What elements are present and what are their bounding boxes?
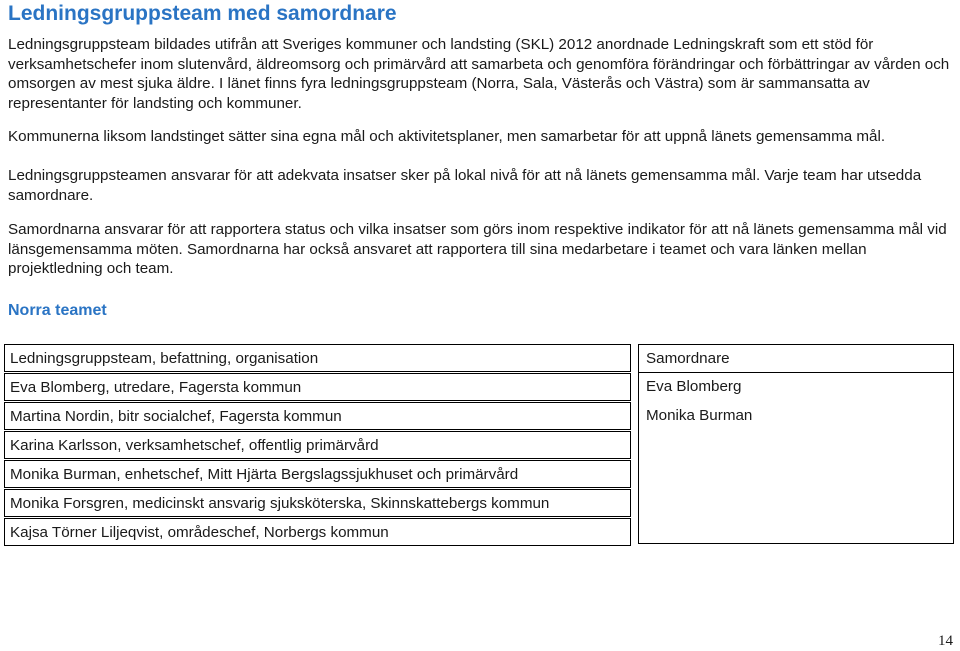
municipalities-paragraph: Kommunerna liksom landstinget sätter sina egna mål och aktivitetsplaner, men samarbetar för att uppnå länets gemensamma mål. xyxy=(8,128,886,145)
member-row: Eva Blomberg, utredare, Fagersta kommun xyxy=(4,373,631,401)
member-row: Monika Forsgren, medicinskt ansvarig sjuksköterska, Skinnskattebergs kommun xyxy=(4,489,631,517)
members-column-header: Ledningsgruppsteam, befattning, organisation xyxy=(4,344,631,372)
coordinators-column-header: Samordnare xyxy=(639,345,953,373)
member-row: Karina Karlsson, verksamhetschef, offentlig primärvård xyxy=(4,431,631,459)
coordinator-name: Monika Burman xyxy=(646,407,753,424)
section-title-norra-team: Norra teamet xyxy=(8,302,107,319)
responsibility-paragraph: Ledningsgruppsteamen ansvarar för att adekvata insatser sker på lokal nivå för att nå länets gemensamma mål. Varje team har utsedda samordnare. xyxy=(8,167,922,204)
page-title: Ledningsgruppsteam med samordnare xyxy=(8,2,397,25)
member-row: Martina Nordin, bitr socialchef, Fagersta kommun xyxy=(4,402,631,430)
coordinator-name: Eva Blomberg xyxy=(646,378,742,395)
member-row: Kajsa Törner Liljeqvist, områdeschef, Norbergs kommun xyxy=(4,518,631,546)
page-number: 14 xyxy=(938,633,953,649)
members-column xyxy=(4,344,637,544)
coordinators-paragraph: Samordnarna ansvarar för att rapportera status och vilka insatser som görs inom respektive indikator för att nå länets gemensamma mål vid länsgemensamma möten. Samordnarna har också ansvaret att rapportera till sina medarbetare i teamet och vara länken mellan projektledning och team. xyxy=(8,221,947,277)
team-table xyxy=(4,344,954,544)
coordinators-column xyxy=(638,344,954,544)
member-row: Monika Burman, enhetschef, Mitt Hjärta Bergslagssjukhuset och primärvård xyxy=(4,460,631,488)
intro-paragraph: Ledningsgruppsteam bildades utifrån att Sveriges kommuner och landsting (SKL) 2012 anordnade Ledningskraft som ett stöd för verksamhetschefer inom slutenvård, äldreomsorg och primärvård att samarbeta och genomföra förändringar och förbättringar av vården och omsorgen av mest sjuka äldre. I länet finns fyra ledningsgruppsteam (Norra, Sala, Västerås och Västra) som är sammansatta av representanter för landsting och kommuner. xyxy=(8,36,950,112)
